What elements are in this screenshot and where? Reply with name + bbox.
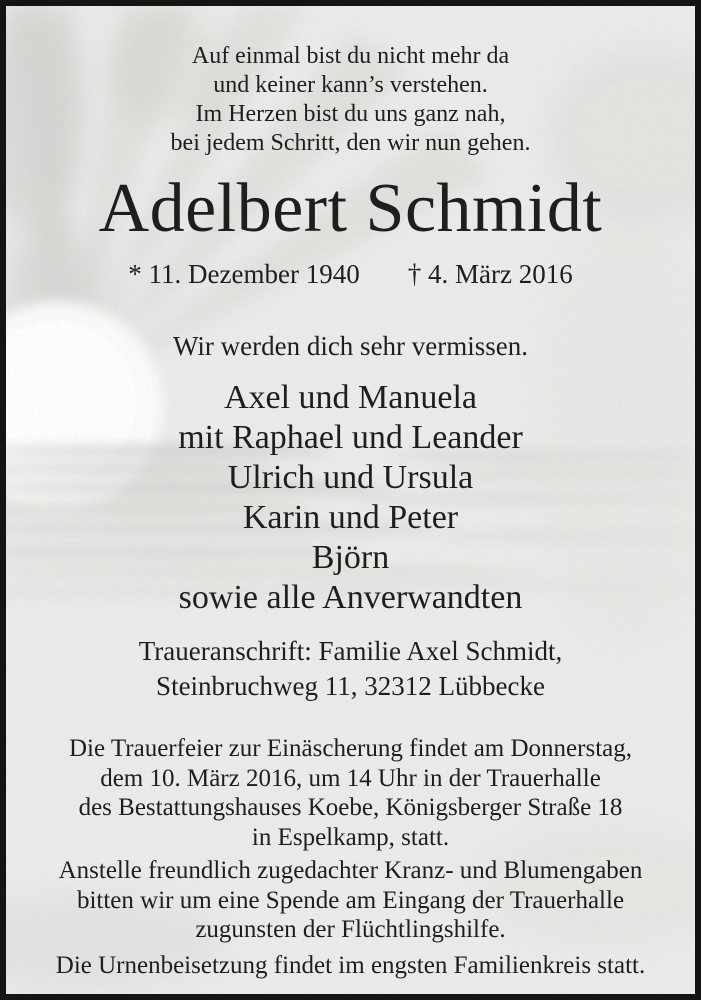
mourner-line: Axel und Manuela (223, 379, 478, 416)
mourners-list (6, 378, 695, 618)
poem-line: bei jedem Schritt, den wir nun gehen. (170, 130, 531, 156)
mourner-line: Karin und Peter (242, 499, 459, 536)
deceased-name: Adelbert Schmidt (98, 170, 603, 247)
condolence-address (6, 634, 695, 704)
address-line: Traueranschrift: Familie Axel Schmidt, (138, 636, 563, 666)
farewell-line: Wir werden dich sehr vermissen. (172, 331, 529, 361)
birth-date: * 11. Dezember 1940 (128, 259, 360, 289)
notice-content (6, 6, 695, 994)
ceremony-line: in Espelkamp, statt. (251, 823, 450, 851)
address-line: Steinbruchweg 11, 32312 Lübbecke (156, 671, 545, 701)
donation-line: bitten wir um eine Spende am Eingang der Trauerhalle (76, 886, 625, 914)
mourner-line: Björn (311, 539, 390, 576)
mourner-line: Ulrich und Ursula (227, 459, 474, 496)
death-date: † 4. März 2016 (407, 259, 573, 289)
ceremony-line: dem 10. März 2016, um 14 Uhr in der Trauerhalle (100, 764, 601, 792)
life-dates (6, 258, 695, 290)
ceremony-line: Die Trauerfeier zur Einäscherung findet am Donnerstag, (68, 735, 632, 762)
donation-line: Anstelle freundlich zugedachter Kranz- und Blumengaben (58, 857, 643, 884)
donation-line: zugunsten der Flüchtlingshilfe. (195, 916, 506, 943)
poem-line: und keiner kann’s verstehen. (213, 72, 488, 98)
donation-info (6, 856, 695, 945)
mourner-line: sowie alle Anverwandten (178, 579, 523, 616)
memorial-poem (6, 42, 695, 158)
burial-info: Die Urnenbeisetzung findet im engsten Familienkreis statt. (55, 951, 646, 979)
poem-line: Auf einmal bist du nicht mehr da (191, 43, 510, 69)
mourner-line: mit Raphael und Leander (178, 419, 523, 456)
ceremony-info (6, 734, 695, 852)
poem-line: Im Herzen bist du uns ganz nah, (195, 101, 506, 127)
ceremony-line: des Bestattungshauses Koebe, Königsberger Straße 18 (78, 794, 623, 821)
